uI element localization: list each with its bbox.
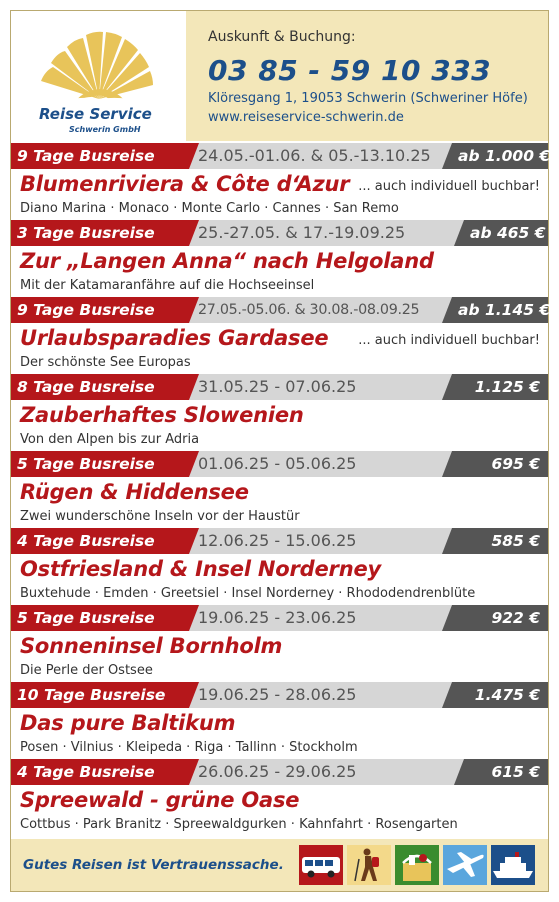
trip-bar: [11, 528, 548, 554]
trip-duration: 10 Tage Busreise: [11, 682, 189, 708]
trip-dates: 25.-27.05. & 17.-19.09.25: [198, 223, 406, 242]
trip-bar: [11, 374, 548, 400]
trip-dates: 24.05.-01.06. & 05.-13.10.25: [198, 146, 431, 165]
trip-body: [11, 169, 548, 220]
trip-bar: [11, 220, 548, 246]
trip-subtitle: Buxtehude · Emden · Greetsiel · Insel Norderney · Rhododendrenblüte: [20, 586, 476, 601]
trip-dates: 01.06.25 - 05.06.25: [198, 454, 357, 473]
trip-item[interactable]: [11, 451, 548, 528]
trip-subtitle: Von den Alpen bis zur Adria: [20, 432, 200, 447]
trip-item[interactable]: [11, 297, 551, 374]
trip-subtitle: Zwei wunderschöne Inseln vor der Haustür: [20, 509, 300, 524]
trip-item[interactable]: [11, 220, 548, 297]
trip-body: [11, 631, 548, 682]
trip-title: Zur „Langen Anna“ nach Helgoland: [20, 249, 434, 273]
address: Klöresgang 1, 19053 Schwerin (Schweriner Höfe): [208, 91, 528, 106]
trip-subtitle: Posen · Vilnius · Kleipeda · Riga · Tallinn · Stockholm: [20, 740, 358, 755]
trip-subtitle: Mit der Katamaranfähre auf die Hochseeinsel: [20, 278, 315, 293]
trip-item[interactable]: [11, 143, 551, 220]
trip-title: Zauberhaftes Slowenien: [20, 403, 304, 427]
trip-price: ab 1.145 €: [452, 297, 548, 323]
trip-price: 695 €: [452, 451, 548, 477]
trip-price: 922 €: [452, 605, 548, 631]
slogan: Gutes Reisen ist Vertrauenssache.: [23, 857, 284, 873]
trip-bar: [11, 605, 548, 631]
trip-price: 615 €: [464, 759, 548, 785]
trip-subtitle: Der schönste See Europas: [20, 355, 191, 370]
trip-duration: 3 Tage Busreise: [11, 220, 189, 246]
trip-title: Urlaubsparadies Gardasee: [20, 326, 329, 350]
website-link[interactable]: www.reiseservice-schwerin.de: [208, 110, 404, 125]
contact-box: [186, 11, 548, 141]
trip-dates: 12.06.25 - 15.06.25: [198, 531, 357, 550]
trip-duration: 5 Tage Busreise: [11, 605, 189, 631]
trip-dates: 19.06.25 - 28.06.25: [198, 685, 357, 704]
trip-bar: [11, 759, 548, 785]
trip-bar: [11, 451, 548, 477]
trip-subtitle: Cottbus · Park Branitz · Spreewaldgurken · Kahnfahrt · Rosengarten: [20, 817, 458, 832]
trip-title: Ostfriesland & Insel Norderney: [20, 557, 381, 581]
trip-duration: 8 Tage Busreise: [11, 374, 189, 400]
trip-price: 1.125 €: [452, 374, 548, 400]
cruise-ship-icon: [491, 845, 535, 885]
brand-sub: Schwerin GmbH: [69, 125, 141, 134]
phone-number[interactable]: 03 85 - 59 10 333: [208, 54, 492, 87]
trip-price: ab 1.000 €: [452, 143, 548, 169]
trip-note: ... auch individuell buchbar!: [358, 333, 540, 348]
trip-body: [11, 477, 548, 528]
trip-body: [11, 246, 548, 297]
sun-logo-icon: [11, 11, 186, 107]
trip-dates: 31.05.25 - 07.06.25: [198, 377, 357, 396]
trip-subtitle: Die Perle der Ostsee: [20, 663, 153, 678]
hiker-icon: [347, 845, 391, 885]
trip-price: 1.475 €: [452, 682, 548, 708]
footer: [11, 839, 548, 891]
trip-body: [11, 323, 548, 374]
trip-bar: [11, 143, 551, 169]
trip-body: [11, 708, 548, 759]
trip-price: 585 €: [452, 528, 548, 554]
trip-item[interactable]: [11, 374, 548, 451]
trip-title: Sonneninsel Bornholm: [20, 634, 283, 658]
advertisement: [10, 10, 549, 892]
trip-item[interactable]: [11, 605, 548, 682]
header: [11, 11, 548, 141]
trip-list: [11, 143, 551, 836]
airplane-icon: [443, 845, 487, 885]
trip-duration: 5 Tage Busreise: [11, 451, 189, 477]
trip-duration: 9 Tage Busreise: [11, 143, 189, 169]
trip-subtitle: Diano Marina · Monaco · Monte Carlo · Cannes · San Remo: [20, 201, 399, 216]
trip-bar: [11, 682, 548, 708]
trip-item[interactable]: [11, 759, 548, 836]
trip-title: Blumenriviera & Côte d‘Azur: [20, 172, 350, 196]
trip-title: Spreewald - grüne Oase: [20, 788, 300, 812]
trip-body: [11, 554, 548, 605]
brand-name: Reise Service: [39, 105, 152, 123]
trip-dates: 26.06.25 - 29.06.25: [198, 762, 357, 781]
trip-dates: 19.06.25 - 23.06.25: [198, 608, 357, 627]
trip-item[interactable]: [11, 528, 548, 605]
contact-label: Auskunft & Buchung:: [208, 29, 356, 45]
picnic-icon: [395, 845, 439, 885]
trip-body: [11, 400, 548, 451]
trip-duration: 4 Tage Busreise: [11, 759, 189, 785]
trip-title: Das pure Baltikum: [20, 711, 236, 735]
trip-body: [11, 785, 548, 836]
trip-duration: 9 Tage Busreise: [11, 297, 189, 323]
bus-icon: [299, 845, 343, 885]
trip-note: ... auch individuell buchbar!: [358, 179, 540, 194]
trip-price: ab 465 €: [464, 220, 548, 246]
travel-icons: [299, 845, 535, 885]
trip-bar: [11, 297, 551, 323]
trip-title: Rügen & Hiddensee: [20, 480, 249, 504]
trip-dates: 27.05.-05.06. & 30.08.-08.09.25: [198, 302, 420, 318]
logo: [11, 11, 186, 141]
trip-duration: 4 Tage Busreise: [11, 528, 189, 554]
trip-item[interactable]: [11, 682, 548, 759]
